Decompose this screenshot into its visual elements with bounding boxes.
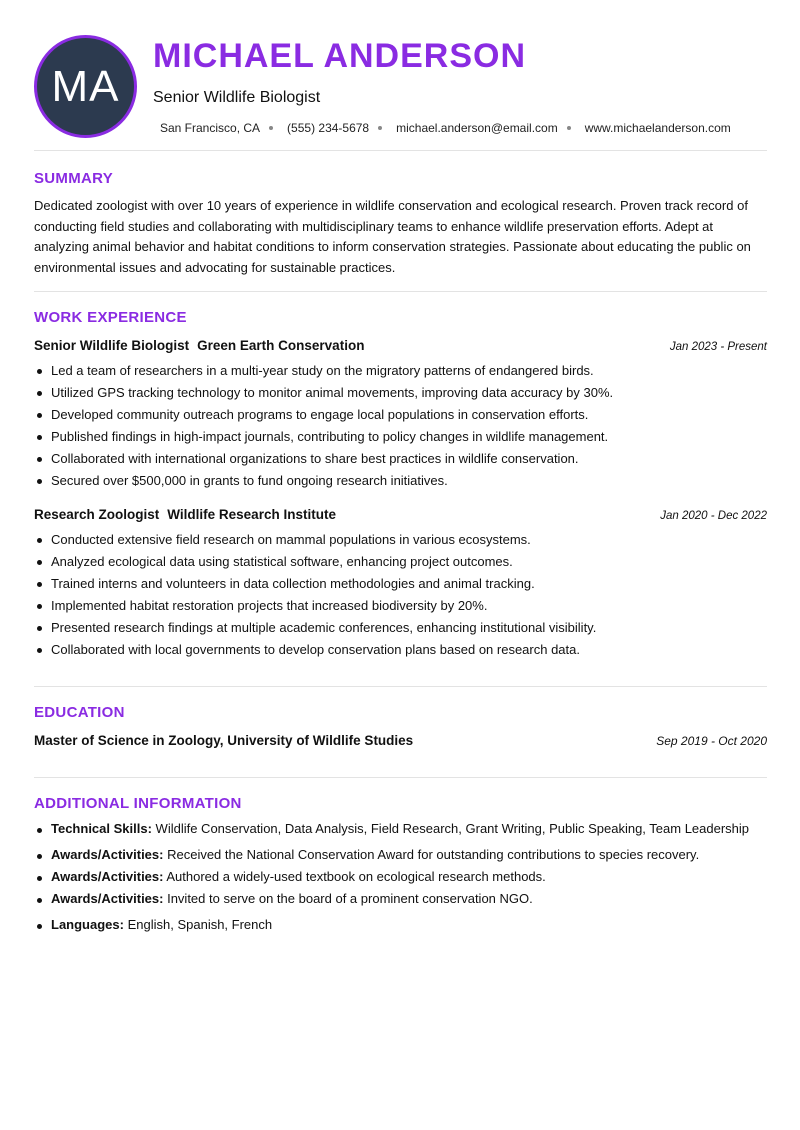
work-experience-heading: WORK EXPERIENCE [34, 309, 187, 326]
education-entry [34, 733, 767, 748]
candidate-name: MICHAEL ANDERSON [153, 37, 527, 75]
separator-dot [378, 126, 382, 130]
divider [34, 777, 767, 778]
info-label: Languages: [51, 917, 124, 932]
job-role: Research Zoologist [34, 507, 160, 522]
list-item: Conducted extensive field research on mammal populations in various ecosystems. [34, 529, 767, 551]
separator-dot [567, 126, 571, 130]
education-dates: Sep 2019 - Oct 2020 [656, 734, 767, 748]
list-item: Analyzed ecological data using statistical software, enhancing project outcomes. [34, 551, 767, 573]
list-item: Published findings in high-impact journals, contributing to policy changes in wildlife management. [34, 426, 767, 448]
contact-website[interactable]: www.michaelanderson.com [584, 121, 731, 135]
job-company: Wildlife Research Institute [167, 507, 336, 522]
education-heading: EDUCATION [34, 704, 125, 721]
contact-location: San Francisco, CA [160, 121, 261, 135]
job-dates: Jan 2023 - Present [669, 341, 767, 353]
list-item: Secured over $500,000 in grants to fund ongoing research initiatives. [34, 470, 767, 492]
list-item [34, 847, 767, 869]
info-label: Technical Skills: [51, 821, 152, 836]
divider [34, 150, 767, 151]
list-item [34, 869, 767, 891]
list-item [34, 917, 767, 939]
list-item: Utilized GPS tracking technology to monitor animal movements, improving data accuracy by 30%. [34, 382, 767, 404]
job-title-line [34, 507, 336, 522]
list-item: Implemented habitat restoration projects that increased biodiversity by 20%. [34, 595, 767, 617]
job-role: Senior Wildlife Biologist [34, 338, 190, 353]
summary-heading: SUMMARY [34, 170, 114, 187]
job-bullets [34, 360, 767, 492]
avatar [34, 35, 137, 138]
summary-text: Dedicated zoologist with over 10 years of experience in wildlife conservation and ecological research. Proven track record of conducting field studies and collaborating with multidisciplinary teams to enhance wildlife preservation efforts. Adept at analyzing animal behavior and habitat conditions to inform conservation strategies. Passionate about educating the public on environmental issues and advocating for sustainable practices. [34, 198, 751, 275]
info-label: Awards/Activities: [51, 847, 164, 862]
divider [34, 686, 767, 687]
contact-phone[interactable]: (555) 234-5678 [287, 121, 370, 135]
job-bullets [34, 529, 767, 661]
list-item: Developed community outreach programs to engage local populations in conservation efforts. [34, 404, 767, 426]
job-dates: Jan 2020 - Dec 2022 [660, 510, 767, 522]
list-item: Presented research findings at multiple academic conferences, enhancing institutional visibility. [34, 617, 767, 639]
additional-info-heading: ADDITIONAL INFORMATION [34, 795, 242, 812]
list-item [34, 821, 767, 847]
education-degree: Master of Science in Zoology, University of Wildlife Studies [34, 733, 414, 748]
info-text: Authored a widely-used textbook on ecological research methods. [166, 869, 546, 884]
list-item: Trained interns and volunteers in data collection methodologies and animal tracking. [34, 573, 767, 595]
divider [34, 291, 767, 292]
info-label: Awards/Activities: [51, 891, 164, 906]
candidate-title: Senior Wildlife Biologist [153, 89, 321, 106]
info-label: Awards/Activities: [51, 869, 164, 884]
list-item: Led a team of researchers in a multi-year study on the migratory patterns of endangered birds. [34, 360, 767, 382]
contact-email[interactable]: michael.anderson@email.com [396, 121, 558, 135]
job-company: Green Earth Conservation [197, 338, 365, 353]
job-title-line [34, 338, 364, 353]
list-item: Collaborated with local governments to develop conservation plans based on research data. [34, 639, 767, 661]
list-item [34, 891, 767, 917]
info-text: Invited to serve on the board of a prominent conservation NGO. [167, 891, 533, 906]
list-item: Collaborated with international organizations to share best practices in wildlife conservation. [34, 448, 767, 470]
info-text: English, Spanish, French [127, 917, 273, 932]
additional-info-list [34, 821, 767, 939]
info-text: Wildlife Conservation, Data Analysis, Field Research, Grant Writing, Public Speaking, Team Leadership [155, 821, 750, 836]
job-header [34, 507, 767, 522]
avatar-initials: MA [51, 61, 120, 111]
separator-dot [269, 126, 273, 130]
job-header [34, 338, 767, 353]
contact-bar [160, 121, 731, 135]
info-text: Received the National Conservation Award for outstanding contributions to species recovery. [167, 847, 700, 862]
